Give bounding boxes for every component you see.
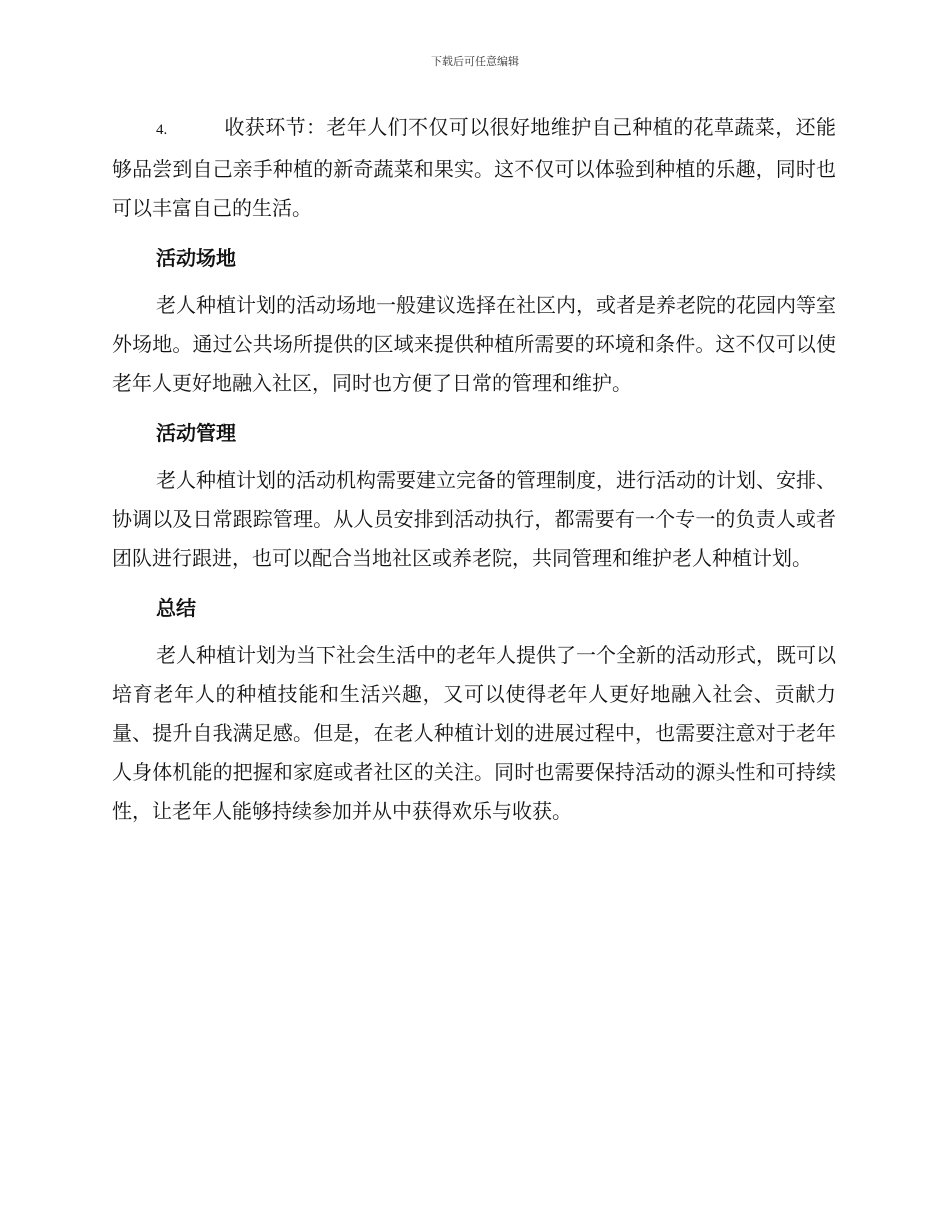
paragraph-management: 老人种植计划的活动机构需要建立完备的管理制度，进行活动的计划、安排、协调以及日常跟踪管理。从人员安排到活动执行，都需要有一个专一的负责人或者团队进行跟进，也可以配合当地社区或养老院，共同管理和维护老人种植计划。 [112, 468, 836, 570]
paragraph-venue: 老人种植计划的活动场地一般建议选择在社区内，或者是养老院的花园内等室外场地。通过公共场所提供的区域来提供种植所需要的环境和条件。这不仅可以使老年人更好地融入社区，同时也方便了日常的管理和维护。 [112, 293, 836, 395]
section-heading-venue: 活动场地 [156, 246, 236, 270]
list-item-harvest [112, 108, 836, 228]
page-header: 下载后可任意编辑 [431, 55, 519, 68]
section-heading-summary: 总结 [156, 596, 196, 620]
list-number: 4. [156, 122, 168, 138]
paragraph-summary: 老人种植计划为当下社会生活中的老年人提供了一个全新的活动形式，既可以培育老年人的种植技能和生活兴趣，又可以使得老年人更好地融入社会、贡献力量、提升自我满足感。但是，在老人种植计划的进展过程中，也需要注意对于老年人身体机能的把握和家庭或者社区的关注。同时也需要保持活动的源头性和可持续性，让老年人能够持续参加并从中获得欢乐与收获。 [112, 643, 836, 823]
document-body [112, 108, 836, 831]
section-heading-management: 活动管理 [156, 421, 236, 445]
list-item-text: 收获环节：老年人们不仅可以很好地维护自己种植的花草蔬菜，还能够品尝到自己亲手种植的新奇蔬菜和果实。这不仅可以体验到种植的乐趣，同时也可以丰富自己的生活。 [112, 115, 836, 220]
